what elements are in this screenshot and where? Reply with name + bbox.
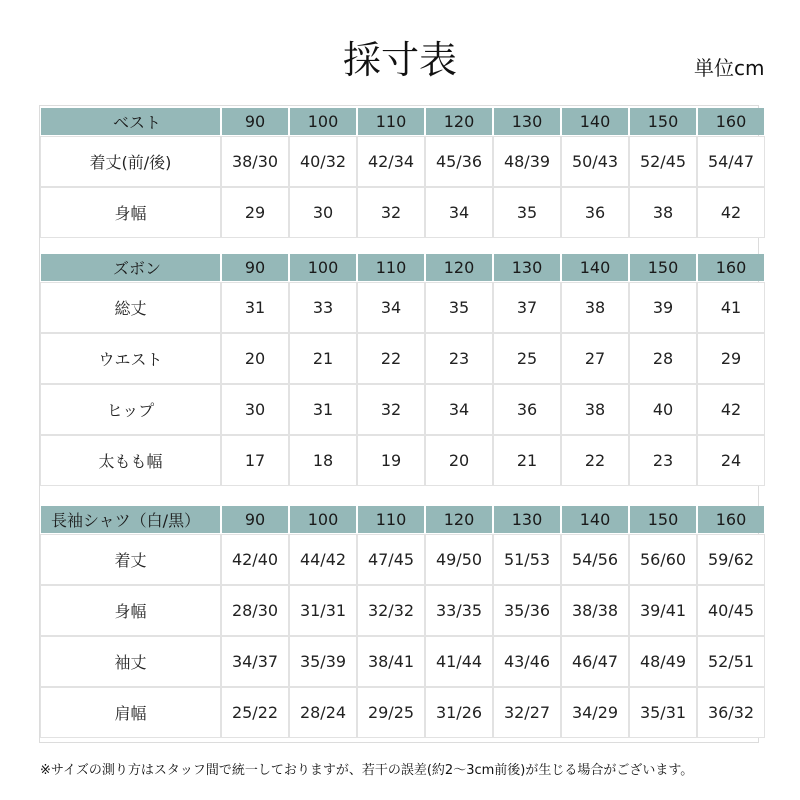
page-title: 採寸表 [342, 38, 457, 82]
shirt-size-table [39, 504, 766, 739]
row-label: 肩幅 [41, 688, 220, 737]
table-cell: 40/32 [290, 137, 356, 186]
size-header: 120 [426, 108, 492, 135]
table-cell: 19 [358, 436, 424, 485]
table-row [41, 637, 764, 686]
size-header: 120 [426, 506, 492, 533]
table-cell: 40 [630, 385, 696, 434]
table-cell: 40/45 [698, 586, 764, 635]
table-cell: 33 [290, 283, 356, 332]
table-cell: 33/35 [426, 586, 492, 635]
table-cell: 43/46 [494, 637, 560, 686]
table-cell: 18 [290, 436, 356, 485]
table-cell: 34 [426, 188, 492, 237]
size-header: 130 [494, 506, 560, 533]
table-cell: 28/24 [290, 688, 356, 737]
size-header: 110 [358, 254, 424, 281]
table-cell: 31 [290, 385, 356, 434]
table-cell: 35 [426, 283, 492, 332]
table-cell: 25 [494, 334, 560, 383]
size-header: 140 [562, 506, 628, 533]
table-cell: 38/30 [222, 137, 288, 186]
table-title: ズボン [41, 254, 220, 281]
row-label: 太もも幅 [41, 436, 220, 485]
table-cell: 59/62 [698, 535, 764, 584]
table-cell: 27 [562, 334, 628, 383]
table-row [41, 385, 764, 434]
table-cell: 32/27 [494, 688, 560, 737]
row-label: 総丈 [41, 283, 220, 332]
row-label: ヒップ [41, 385, 220, 434]
size-header: 150 [630, 108, 696, 135]
row-label: 袖丈 [41, 637, 220, 686]
table-cell: 20 [426, 436, 492, 485]
table-cell: 39/41 [630, 586, 696, 635]
table-cell: 32 [358, 188, 424, 237]
table-cell: 35 [494, 188, 560, 237]
table-cell: 42/40 [222, 535, 288, 584]
table-cell: 29 [698, 334, 764, 383]
size-header: 100 [290, 506, 356, 533]
table-cell: 30 [290, 188, 356, 237]
row-label: 身幅 [41, 586, 220, 635]
table-cell: 52/45 [630, 137, 696, 186]
table-cell: 45/36 [426, 137, 492, 186]
table-cell: 28/30 [222, 586, 288, 635]
size-header: 100 [290, 254, 356, 281]
table-cell: 46/47 [562, 637, 628, 686]
table-cell: 38 [630, 188, 696, 237]
table-cell: 34/29 [562, 688, 628, 737]
table-title: 長袖シャツ（白/黒） [41, 506, 220, 533]
size-header: 150 [630, 254, 696, 281]
table-cell: 42 [698, 385, 764, 434]
size-header: 110 [358, 108, 424, 135]
table-cell: 21 [290, 334, 356, 383]
size-header: 140 [562, 254, 628, 281]
table-cell: 44/42 [290, 535, 356, 584]
table-cell: 48/49 [630, 637, 696, 686]
table-cell: 30 [222, 385, 288, 434]
size-header: 140 [562, 108, 628, 135]
table-cell: 22 [358, 334, 424, 383]
size-header: 160 [698, 254, 764, 281]
size-header: 110 [358, 506, 424, 533]
row-label: ウエスト [41, 334, 220, 383]
table-row [41, 586, 764, 635]
table-cell: 24 [698, 436, 764, 485]
table-cell: 28 [630, 334, 696, 383]
table-cell: 42/34 [358, 137, 424, 186]
size-header: 90 [222, 254, 288, 281]
table-cell: 49/50 [426, 535, 492, 584]
table-cell: 36/32 [698, 688, 764, 737]
table-cell: 32 [358, 385, 424, 434]
table-row [41, 688, 764, 737]
table-row [41, 283, 764, 332]
table-cell: 23 [426, 334, 492, 383]
table-cell: 17 [222, 436, 288, 485]
table-cell: 31/31 [290, 586, 356, 635]
table-cell: 51/53 [494, 535, 560, 584]
size-header: 160 [698, 108, 764, 135]
table-cell: 38/41 [358, 637, 424, 686]
table-title: ベスト [41, 108, 220, 135]
table-header-row [41, 254, 764, 281]
table-cell: 52/51 [698, 637, 764, 686]
size-header: 90 [222, 506, 288, 533]
vest-size-table [39, 106, 766, 239]
table-cell: 39 [630, 283, 696, 332]
table-cell: 35/31 [630, 688, 696, 737]
size-header: 130 [494, 108, 560, 135]
table-cell: 56/60 [630, 535, 696, 584]
row-label: 着丈(前/後) [41, 137, 220, 186]
table-cell: 38 [562, 283, 628, 332]
size-header: 90 [222, 108, 288, 135]
table-cell: 48/39 [494, 137, 560, 186]
table-header-row [41, 108, 764, 135]
table-cell: 54/47 [698, 137, 764, 186]
table-row [41, 137, 764, 186]
table-cell: 32/32 [358, 586, 424, 635]
table-cell: 47/45 [358, 535, 424, 584]
table-cell: 36 [562, 188, 628, 237]
table-cell: 35/39 [290, 637, 356, 686]
table-cell: 35/36 [494, 586, 560, 635]
table-row [41, 436, 764, 485]
table-cell: 54/56 [562, 535, 628, 584]
table-cell: 21 [494, 436, 560, 485]
table-cell: 50/43 [562, 137, 628, 186]
table-cell: 34/37 [222, 637, 288, 686]
table-cell: 37 [494, 283, 560, 332]
row-label: 身幅 [41, 188, 220, 237]
table-cell: 41/44 [426, 637, 492, 686]
row-label: 着丈 [41, 535, 220, 584]
pants-size-table [39, 252, 766, 487]
table-cell: 29/25 [358, 688, 424, 737]
table-cell: 31/26 [426, 688, 492, 737]
table-cell: 38/38 [562, 586, 628, 635]
table-cell: 34 [426, 385, 492, 434]
table-cell: 38 [562, 385, 628, 434]
table-cell: 34 [358, 283, 424, 332]
table-row [41, 535, 764, 584]
table-cell: 23 [630, 436, 696, 485]
table-cell: 22 [562, 436, 628, 485]
size-header: 100 [290, 108, 356, 135]
size-header: 150 [630, 506, 696, 533]
table-cell: 20 [222, 334, 288, 383]
size-header: 130 [494, 254, 560, 281]
table-row [41, 334, 764, 383]
size-header: 160 [698, 506, 764, 533]
table-cell: 25/22 [222, 688, 288, 737]
table-cell: 41 [698, 283, 764, 332]
size-header: 120 [426, 254, 492, 281]
unit-label: 単位cm [694, 56, 765, 80]
table-cell: 36 [494, 385, 560, 434]
measurement-footnote: ※サイズの測り方はスタッフ間で統一しておりますが、若干の誤差(約2〜3cm前後)が生じる場合がございます。 [40, 763, 694, 778]
table-cell: 29 [222, 188, 288, 237]
table-header-row [41, 506, 764, 533]
table-row [41, 188, 764, 237]
table-cell: 31 [222, 283, 288, 332]
table-cell: 42 [698, 188, 764, 237]
